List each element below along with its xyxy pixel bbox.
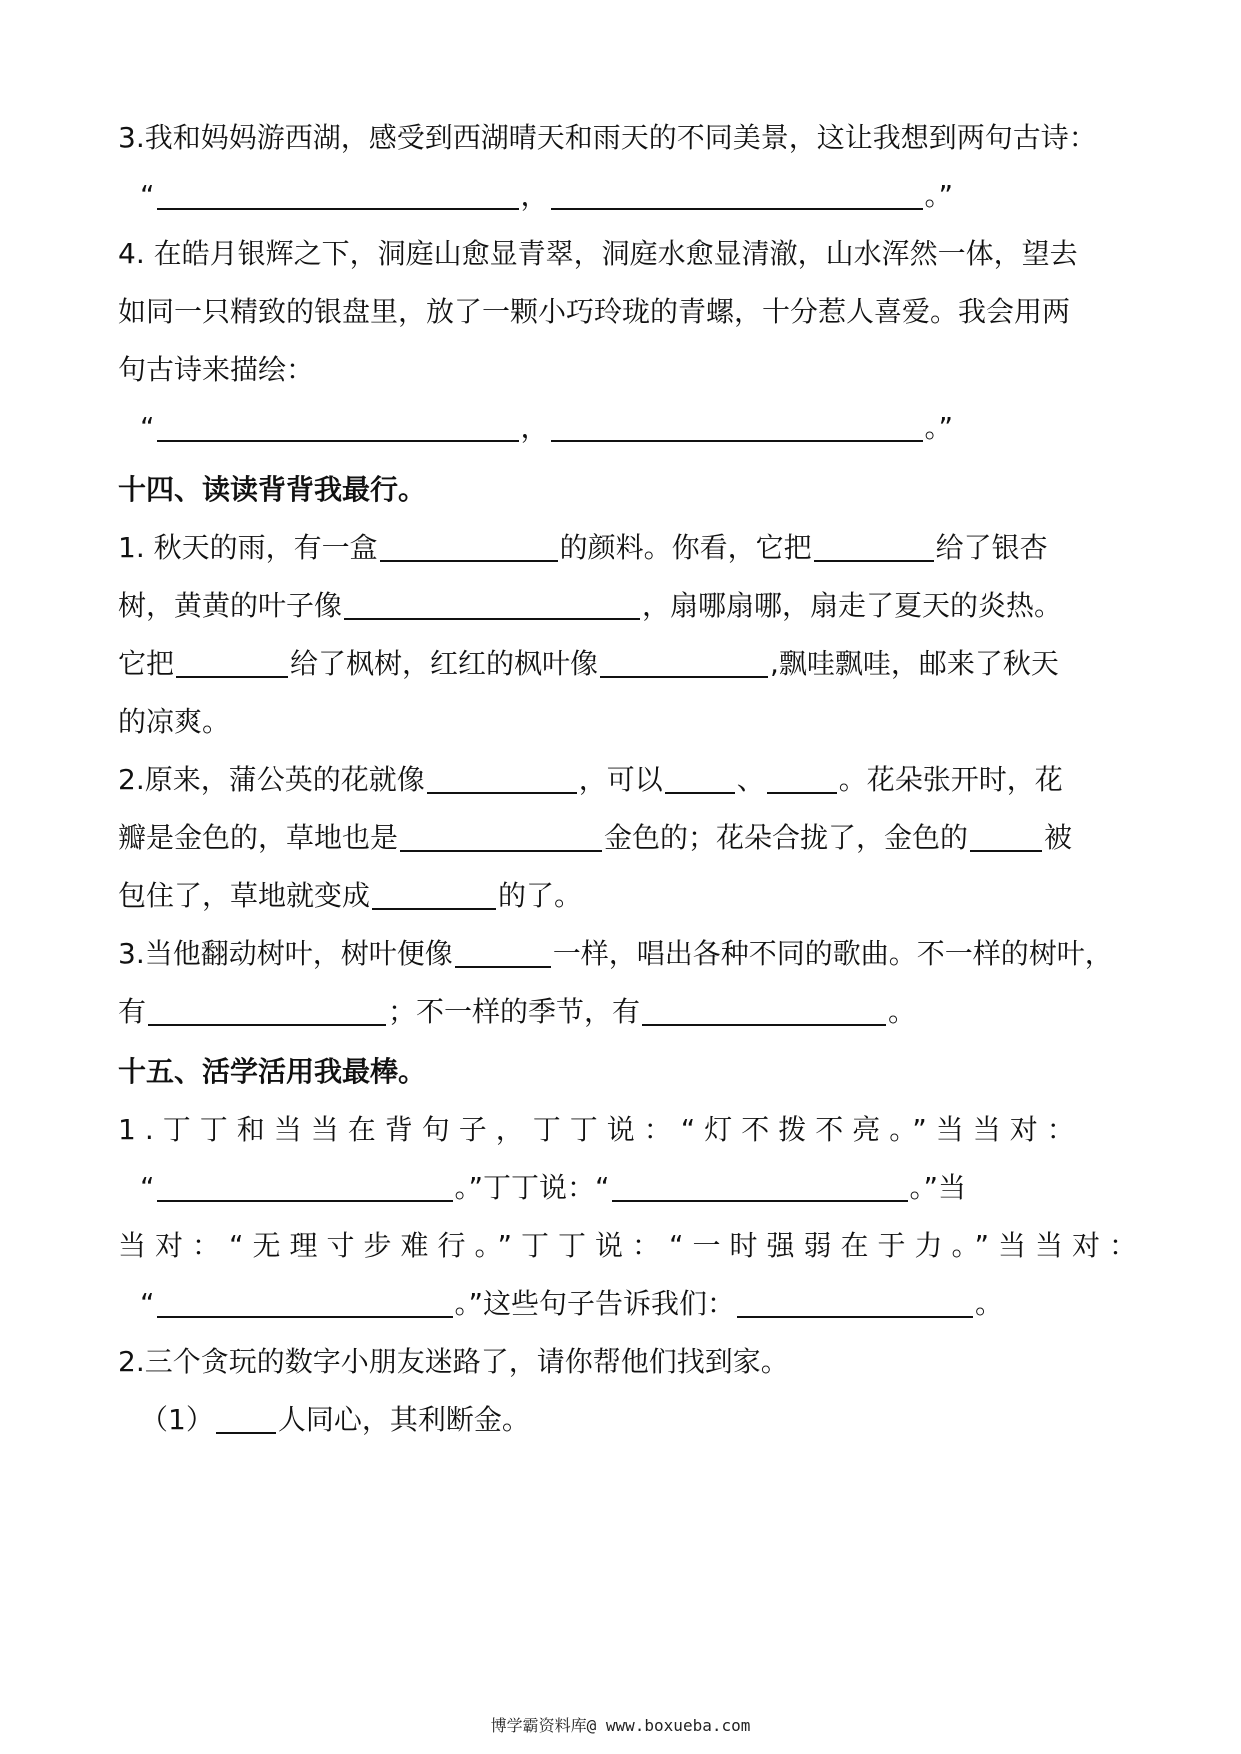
blank[interactable] — [372, 882, 496, 910]
s15-q2-text: 2.三个贪玩的数字小朋友迷路了，请你帮他们找到家。 — [118, 1345, 789, 1378]
q4-line3: 句古诗来描绘： — [118, 353, 315, 386]
s14-q2-line3: 包住了，草地就变成 的了。 — [118, 879, 583, 912]
s15-q1-line4: “ 。”这些句子告诉我们： 。 — [140, 1287, 1004, 1320]
blank[interactable] — [600, 650, 768, 678]
s14-q3-line2: 有 ；不一样的季节，有 。 — [118, 995, 917, 1028]
s15-q2-sub1: （1） 人同心，其利断金。 — [140, 1403, 530, 1436]
blank[interactable] — [970, 824, 1042, 852]
s14-q2-line1: 2.原来，蒲公英的花就像 ，可以 、 。花朵张开时，花 — [118, 763, 1063, 796]
section-15-heading: 十五、活学活用我最棒。 — [118, 1055, 427, 1088]
blank[interactable] — [551, 414, 923, 442]
blank[interactable] — [665, 766, 735, 794]
blank[interactable] — [737, 1290, 973, 1318]
blank[interactable] — [157, 1174, 453, 1202]
s14-q2-line2: 瓣是金色的，草地也是 金色的；花朵合拢了，金色的 被 — [118, 821, 1073, 854]
section-14-heading: 十四、读读背背我最行。 — [118, 473, 427, 506]
s14-q1-line2: 树，黄黄的叶子像 ，扇哪扇哪，扇走了夏天的炎热。 — [118, 589, 1063, 622]
blank[interactable] — [157, 182, 519, 210]
s15-q1-line3: 当对：“无理寸步难行。”丁丁说：“一时强弱在于力。”当当对： — [118, 1229, 1147, 1262]
blank[interactable] — [380, 534, 558, 562]
blank[interactable] — [157, 414, 519, 442]
s15-q1-line2: “ 。”丁丁说：“ 。”当 — [140, 1171, 967, 1204]
blank[interactable] — [148, 998, 386, 1026]
q4-line1: 4. 在皓月银辉之下，洞庭山愈显青翠，洞庭水愈显清澈，山水浑然一体，望去 — [118, 237, 1078, 270]
blank[interactable] — [157, 1290, 453, 1318]
footer-watermark: 博学霸资料库@ www.boxueba.com — [490, 1716, 751, 1735]
blank[interactable] — [551, 182, 923, 210]
s14-q1-line1: 1. 秋天的雨，有一盒 的颜料。你看，它把 给了银杏 — [118, 531, 1048, 564]
q3-text: 3.我和妈妈游西湖，感受到西湖晴天和雨天的不同美景，这让我想到两句古诗： — [118, 121, 1097, 154]
blank[interactable] — [455, 940, 551, 968]
blank[interactable] — [814, 534, 934, 562]
q4-answer-line: “ ， 。” — [140, 411, 954, 444]
blank[interactable] — [216, 1406, 276, 1434]
blank[interactable] — [427, 766, 577, 794]
blank[interactable] — [176, 650, 288, 678]
blank[interactable] — [612, 1174, 908, 1202]
s14-q1-line4: 的凉爽。 — [118, 705, 231, 738]
s14-q3-line1: 3.当他翻动树叶，树叶便像 一样，唱出各种不同的歌曲。不一样的树叶， — [118, 937, 1113, 970]
blank[interactable] — [344, 592, 640, 620]
s15-q1-line1: 1.丁丁和当当在背句子，丁丁说：“灯不拨不亮。”当当对： — [118, 1113, 1084, 1146]
blank[interactable] — [642, 998, 886, 1026]
q3-answer-line: “ ， 。” — [140, 179, 954, 212]
q4-line2: 如同一只精致的银盘里，放了一颗小巧玲珑的青螺，十分惹人喜爱。我会用两 — [118, 295, 1071, 328]
blank[interactable] — [767, 766, 837, 794]
s14-q1-line3: 它把 给了枫树，红红的枫叶像 ,飘哇飘哇，邮来了秋天 — [118, 647, 1059, 680]
blank[interactable] — [400, 824, 602, 852]
